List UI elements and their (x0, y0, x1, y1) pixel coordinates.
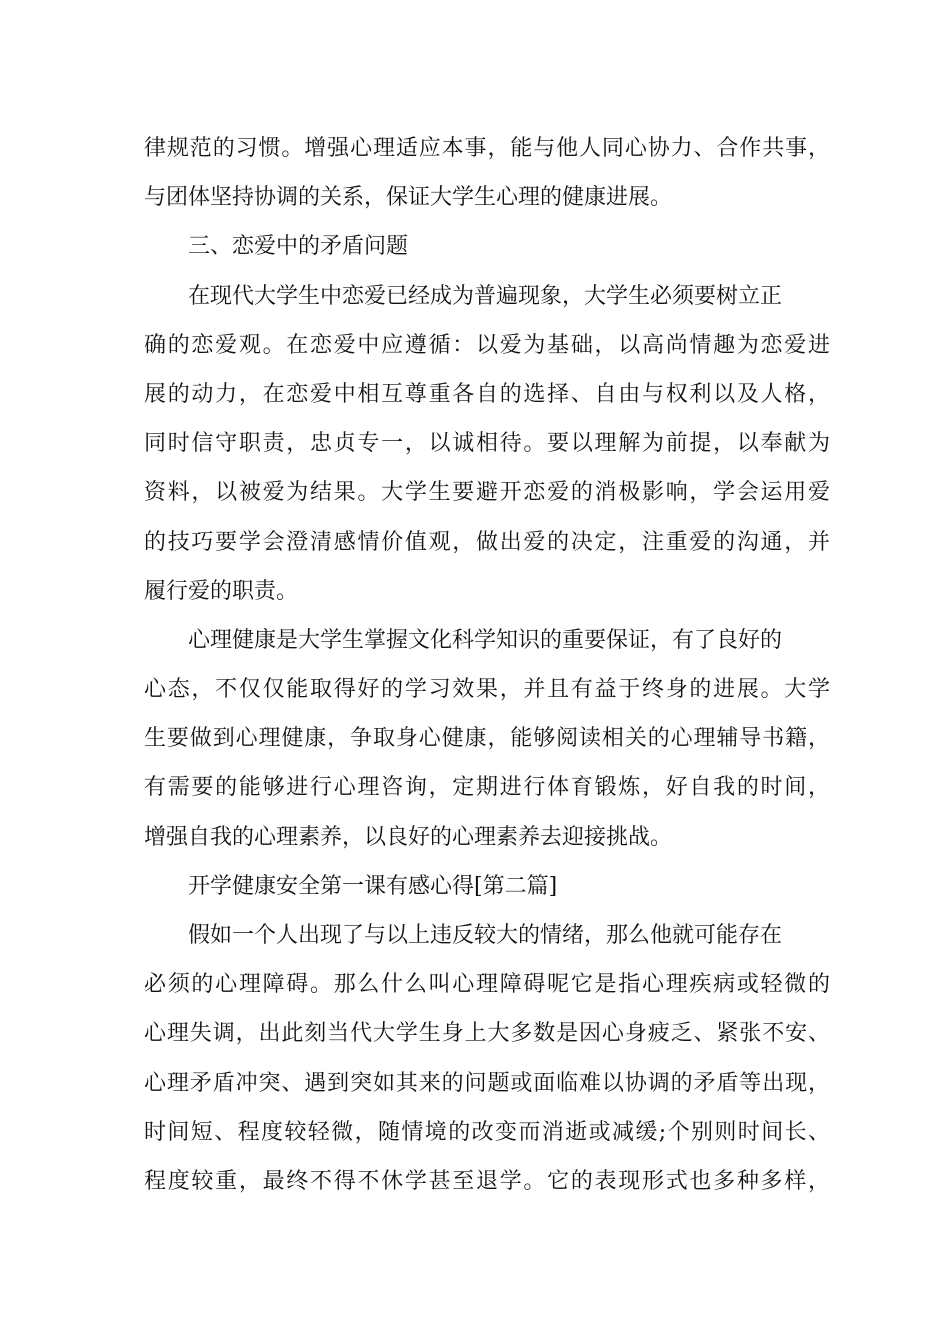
text-line: 的技巧要学会澄清感情价值观，做出爱的决定，注重爱的沟通，并 (144, 529, 830, 555)
text-line: 有需要的能够进行心理咨询，定期进行体育锻炼，好自我的时间， (144, 775, 830, 801)
text-line: 心态，不仅仅能取得好的学习效果，并且有益于终身的进展。大学 (144, 677, 830, 703)
text-line: 展的动力，在恋爱中相互尊重各自的选择、自由与权利以及人格， (144, 381, 830, 407)
text-line: 心理健康是大学生掌握文化科学知识的重要保证，有了良好的 (188, 627, 783, 653)
text-line: 律规范的习惯。增强心理适应本事，能与他人同心协力、合作共事， (144, 136, 830, 161)
text-line: 心理矛盾冲突、遇到突如其来的问题或面临难以协调的矛盾等出现， (144, 1070, 830, 1096)
text-line: 时间短、程度较轻微，随情境的改变而消逝或减缓;个别则时间长、 (144, 1119, 830, 1145)
text-line: 必须的心理障碍。那么什么叫心理障碍呢它是指心理疾病或轻微的 (144, 972, 830, 998)
section-heading: 开学健康安全第一课有感心得[第二篇] (188, 873, 558, 899)
text-line: 生要做到心理健康，争取身心健康，能够阅读相关的心理辅导书籍， (144, 726, 830, 752)
text-line: 确的恋爱观。在恋爱中应遵循：以爱为基础，以高尚情趣为恋爱进 (144, 332, 830, 358)
text-line: 在现代大学生中恋爱已经成为普遍现象，大学生必须要树立正 (188, 283, 783, 309)
text-line: 程度较重，最终不得不休学甚至退学。它的表现形式也多种多样， (144, 1168, 830, 1194)
text-line: 资料，以被爱为结果。大学生要避开恋爱的消极影响，学会运用爱 (144, 480, 830, 506)
text-line: 同时信守职责，忠贞专一，以诚相待。要以理解为前提，以奉献为 (144, 431, 830, 457)
document-body (144, 124, 830, 1206)
text-line: 增强自我的心理素养，以良好的心理素养去迎接挑战。 (144, 824, 673, 850)
section-heading: 三、恋爱中的矛盾问题 (188, 234, 409, 260)
text-line: 假如一个人出现了与以上违反较大的情绪，那么他就可能存在 (188, 923, 783, 948)
text-line: 履行爱的职责。 (144, 578, 299, 604)
text-line: 与团体坚持协调的关系，保证大学生心理的健康进展。 (144, 185, 673, 211)
text-line: 心理失调，出此刻当代大学生身上大多数是因心身疲乏、紧张不安、 (144, 1021, 830, 1047)
